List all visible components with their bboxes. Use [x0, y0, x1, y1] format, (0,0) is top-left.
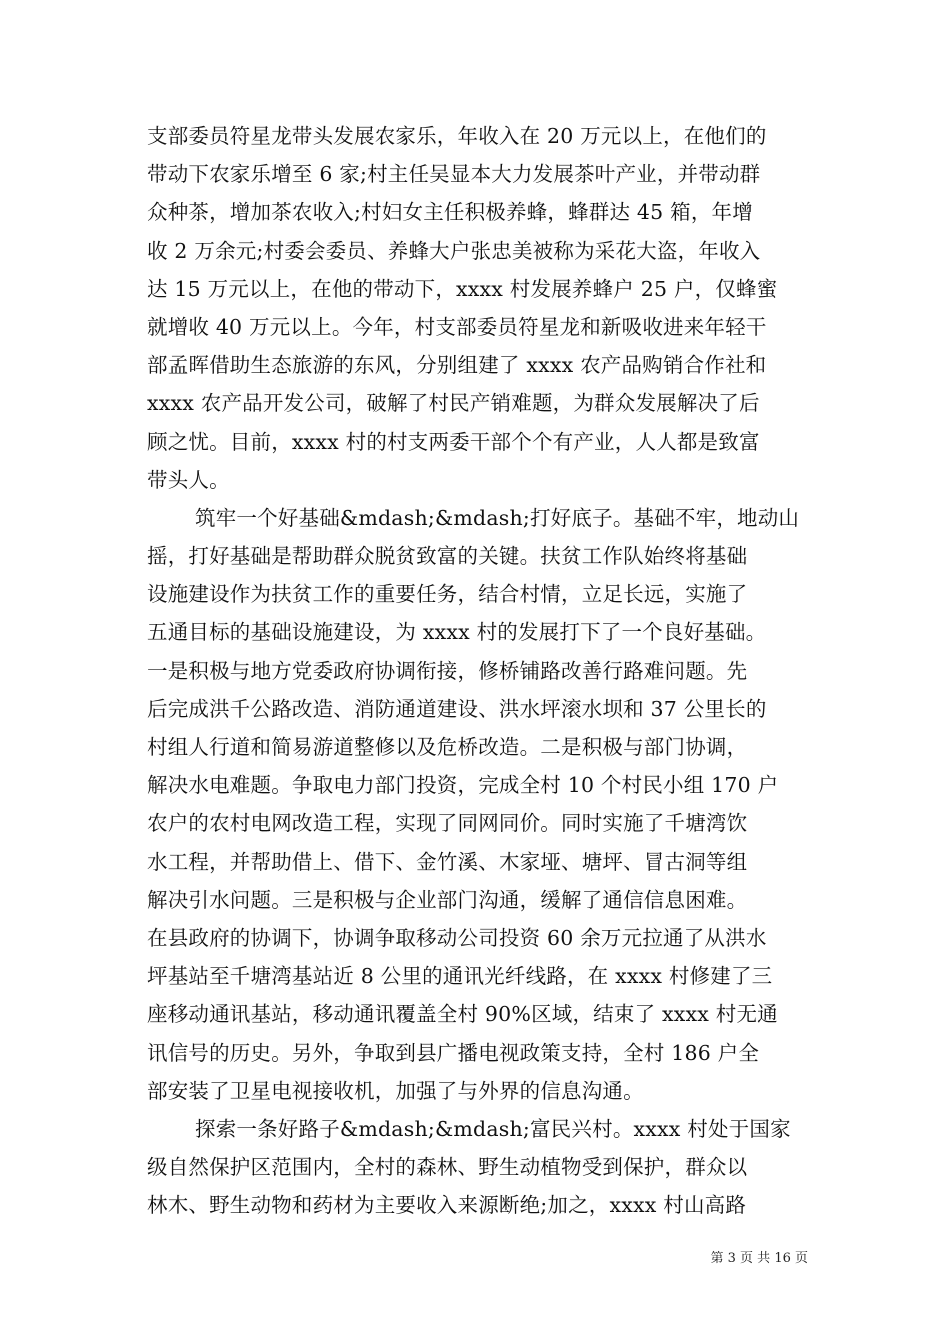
- text-line: 就增收 40 万元以上。今年，村支部委员符星龙和新吸收进来年轻干: [147, 314, 767, 339]
- text-line: 设施建设作为扶贫工作的重要任务，结合村情，立足长远，实施了: [147, 582, 748, 607]
- text-line: 一是积极与地方党委政府协调衔接，修桥铺路改善行路难问题。先: [147, 658, 748, 683]
- text-line: 五通目标的基础设施建设，为 xxxx 村的发展打下了一个良好基础。: [147, 620, 767, 645]
- paragraph-start-line: 探索一条好路子&mdash;&mdash;富民兴村。xxxx 村处于国家: [195, 1116, 791, 1141]
- paragraph-start-line: 筑牢一个好基础&mdash;&mdash;打好底子。基础不牢，地动山: [195, 505, 800, 530]
- text-line: 顾之忧。目前，xxxx 村的村支两委干部个个有产业，人人都是致富: [147, 429, 760, 454]
- text-line: 座移动通讯基站，移动通讯覆盖全村 90%区域，结束了 xxxx 村无通: [147, 1002, 778, 1027]
- page-number-footer: 第 3 页 共 16 页: [710, 1251, 808, 1266]
- text-line: 部孟晖借助生态旅游的东风，分别组建了 xxxx 农产品购销合作社和: [147, 353, 767, 378]
- text-line: xxxx 农产品开发公司，破解了村民产销难题，为群众发展解决了后: [147, 391, 760, 416]
- text-line: 众种茶，增加茶农收入;村妇女主任积极养蜂，蜂群达 45 箱，年增: [147, 200, 753, 225]
- text-line: 部安装了卫星电视接收机，加强了与外界的信息沟通。: [147, 1078, 644, 1103]
- text-line: 级自然保护区范围内，全村的森林、野生动植物受到保护，群众以: [147, 1155, 748, 1180]
- text-line: 后完成洪千公路改造、消防通道建设、洪水坪滚水坝和 37 公里长的: [147, 696, 767, 721]
- text-line: 农户的农村电网改造工程，实现了同网同价。同时实施了千塘湾饮: [147, 811, 748, 836]
- text-line: 水工程，并帮助借上、借下、金竹溪、木家垭、塘坪、冒古洞等组: [147, 849, 748, 874]
- text-line: 林木、野生动物和药材为主要收入来源断绝;加之，xxxx 村山高路: [147, 1193, 747, 1218]
- text-line: 村组人行道和简易游道整修以及危桥改造。二是积极与部门协调，: [147, 735, 748, 759]
- document-body: [147, 117, 809, 1224]
- text-line: 讯信号的历史。另外，争取到县广播电视政策支持，全村 186 户全: [147, 1040, 760, 1065]
- text-line: 达 15 万元以上，在他的带动下，xxxx 村发展养蜂户 25 户，仅蜂蜜: [147, 276, 778, 301]
- text-line: 解决水电难题。争取电力部门投资，完成全村 10 个村民小组 170 户: [147, 773, 779, 798]
- text-line: 收 2 万余元;村委会委员、养蜂大户张忠美被称为采花大盗，年收入: [147, 238, 761, 263]
- text-line: 带动下农家乐增至 6 家;村主任吴显本大力发展茶叶产业，并带动群: [147, 162, 761, 187]
- text-line: 带头人。: [147, 467, 230, 492]
- text-line: 解决引水问题。三是积极与企业部门沟通，缓解了通信信息困难。: [147, 887, 748, 912]
- text-line: 摇，打好基础是帮助群众脱贫致富的关键。扶贫工作队始终将基础: [147, 544, 748, 569]
- text-line: 支部委员符星龙带头发展农家乐，年收入在 20 万元以上，在他们的: [147, 124, 767, 148]
- text-line: 坪基站至千塘湾基站近 8 公里的通讯光纤线路，在 xxxx 村修建了三: [147, 964, 773, 989]
- text-line: 在县政府的协调下，协调争取移动公司投资 60 余万元拉通了从洪水: [147, 925, 767, 950]
